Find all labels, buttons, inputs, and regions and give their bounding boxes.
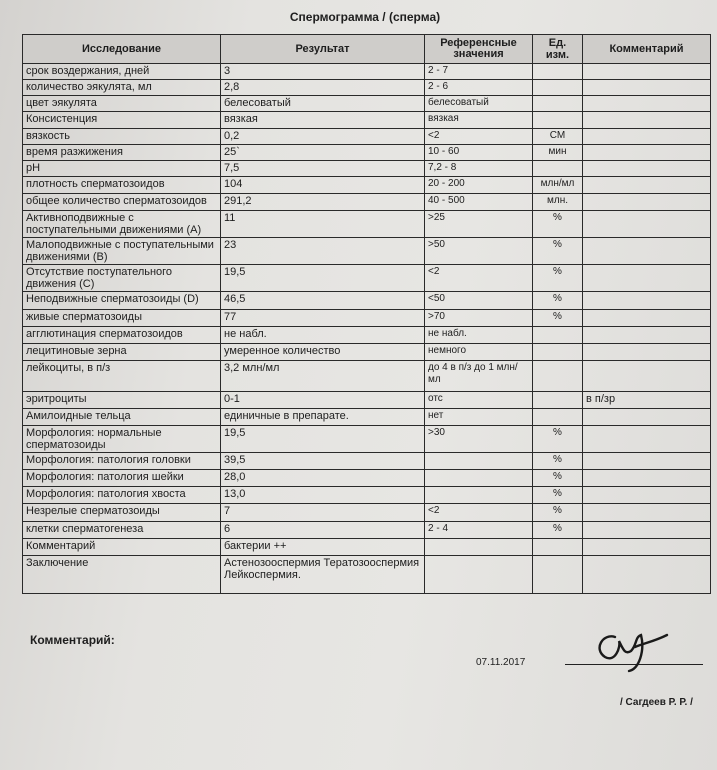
row-result: 2,8 [221,80,425,96]
row-parameter: эритроциты [23,392,221,409]
row-unit: % [533,310,583,327]
row-reference: 2 - 4 [425,522,533,539]
row-reference: <50 [425,292,533,310]
row-unit: млн. [533,194,583,211]
row-comment [583,211,711,238]
row-parameter: общее количество сперматозоидов [23,194,221,211]
row-comment [583,361,711,392]
row-reference [425,539,533,556]
row-result: 46,5 [221,292,425,310]
table-header-row [23,35,711,64]
row-comment [583,64,711,80]
row-comment [583,409,711,426]
row-parameter: клетки сперматогенеза [23,522,221,539]
row-unit: % [533,426,583,453]
table-row [23,392,711,409]
row-comment: в п/зр [583,392,711,409]
table-row [23,504,711,522]
row-unit [533,409,583,426]
row-reference: 20 - 200 [425,177,533,194]
row-reference [425,487,533,504]
signature-mark [585,625,675,675]
row-result: 6 [221,522,425,539]
row-comment [583,522,711,539]
row-unit [533,344,583,361]
row-comment [583,292,711,310]
table-row [23,161,711,177]
row-result: 291,2 [221,194,425,211]
row-result: 77 [221,310,425,327]
row-result: 3,2 млн/мл [221,361,425,392]
row-unit [533,327,583,344]
table-row [23,327,711,344]
header-unit: Ед. изм. [533,35,583,64]
row-unit [533,361,583,392]
row-comment [583,426,711,453]
row-reference: не набл. [425,327,533,344]
row-reference: <2 [425,265,533,292]
row-unit: % [533,504,583,522]
table-row [23,470,711,487]
table-row [23,539,711,556]
row-parameter: Морфология: патология шейки [23,470,221,487]
row-unit: % [533,453,583,470]
table-row [23,487,711,504]
row-comment [583,327,711,344]
row-reference: отс [425,392,533,409]
row-unit [533,80,583,96]
row-unit: млн/мл [533,177,583,194]
table-row [23,426,711,453]
row-result: 19,5 [221,426,425,453]
row-parameter: Заключение [23,556,221,594]
row-unit: % [533,487,583,504]
row-parameter: лейкоциты, в п/з [23,361,221,392]
footer-comment-label: Комментарий: [30,633,115,647]
row-comment [583,487,711,504]
row-result: 13,0 [221,487,425,504]
row-parameter: цвет эякулята [23,96,221,112]
row-result: 7,5 [221,161,425,177]
row-unit [533,556,583,594]
table-row [23,211,711,238]
row-unit [533,539,583,556]
row-reference: немного [425,344,533,361]
row-comment [583,194,711,211]
results-table [22,34,711,594]
table-row [23,344,711,361]
row-parameter: Неподвижные сперматозоиды (D) [23,292,221,310]
row-parameter: вязкость [23,129,221,145]
row-comment [583,238,711,265]
row-reference: 7,2 - 8 [425,161,533,177]
row-parameter: агглютинация сперматозоидов [23,327,221,344]
row-comment [583,344,711,361]
row-comment [583,96,711,112]
row-comment [583,129,711,145]
row-comment [583,539,711,556]
table-row [23,129,711,145]
row-unit [533,161,583,177]
row-parameter: Морфология: патология хвоста [23,487,221,504]
row-parameter: живые сперматозоиды [23,310,221,327]
row-result: единичные в препарате. [221,409,425,426]
row-parameter: Консистенция [23,112,221,129]
row-result: Астенозооспермия Тератозооспермия Лейкоспермия. [221,556,425,594]
table-row [23,145,711,161]
row-unit [533,392,583,409]
row-result: 0-1 [221,392,425,409]
row-parameter: pH [23,161,221,177]
row-reference: белесоватый [425,96,533,112]
row-unit: СМ [533,129,583,145]
row-comment [583,556,711,594]
row-comment [583,80,711,96]
row-reference [425,470,533,487]
table-row [23,409,711,426]
row-reference: >30 [425,426,533,453]
row-result: 104 [221,177,425,194]
row-result: не набл. [221,327,425,344]
row-reference: <2 [425,504,533,522]
row-result: 25` [221,145,425,161]
row-comment [583,177,711,194]
table-row [23,556,711,594]
table-row [23,361,711,392]
table-row [23,292,711,310]
table-row [23,112,711,129]
row-unit: мин [533,145,583,161]
table-body [23,64,711,594]
row-comment [583,453,711,470]
row-unit: % [533,470,583,487]
row-parameter: время разжижения [23,145,221,161]
table-row [23,96,711,112]
row-result: белесоватый [221,96,425,112]
row-reference: вязкая [425,112,533,129]
row-unit: % [533,292,583,310]
table-row [23,453,711,470]
table-row [23,80,711,96]
row-parameter: количество эякулята, мл [23,80,221,96]
row-comment [583,504,711,522]
row-comment [583,310,711,327]
row-reference: 10 - 60 [425,145,533,161]
row-reference [425,453,533,470]
row-result: 11 [221,211,425,238]
document-title: Спермограмма / (сперма) [289,10,441,24]
row-unit: % [533,238,583,265]
row-result: 28,0 [221,470,425,487]
table-row [23,177,711,194]
row-reference: >70 [425,310,533,327]
row-reference: до 4 в п/з до 1 млн/мл [425,361,533,392]
row-result: 0,2 [221,129,425,145]
row-reference: >25 [425,211,533,238]
row-comment [583,470,711,487]
table-row [23,310,711,327]
row-comment [583,145,711,161]
row-parameter: плотность сперматозоидов [23,177,221,194]
row-parameter: Комментарий [23,539,221,556]
signer-name: / Сагдеев Р. Р. / [620,697,693,708]
row-result: 7 [221,504,425,522]
row-result: 23 [221,238,425,265]
row-reference: нет [425,409,533,426]
row-result: 19,5 [221,265,425,292]
row-parameter: Морфология: нормальные сперматозоиды [23,426,221,453]
row-unit [533,112,583,129]
header-param: Исследование [23,35,221,64]
header-comment: Комментарий [583,35,711,64]
row-parameter: Морфология: патология головки [23,453,221,470]
row-comment [583,112,711,129]
row-unit: % [533,522,583,539]
row-parameter: срок воздержания, дней [23,64,221,80]
row-parameter: лецитиновые зерна [23,344,221,361]
row-unit: % [533,265,583,292]
row-reference: 40 - 500 [425,194,533,211]
row-reference: <2 [425,129,533,145]
table-row [23,265,711,292]
row-comment [583,265,711,292]
row-unit: % [533,211,583,238]
row-parameter: Отсутствие поступательного движения (С) [23,265,221,292]
row-reference: 2 - 7 [425,64,533,80]
table-row [23,194,711,211]
row-result: умеренное количество [221,344,425,361]
table-row [23,64,711,80]
row-comment [583,161,711,177]
row-result: бактерии ++ [221,539,425,556]
table-row [23,238,711,265]
row-result: 3 [221,64,425,80]
row-result: вязкая [221,112,425,129]
row-result: 39,5 [221,453,425,470]
footer-date: 07.11.2017 [476,657,526,668]
row-parameter: Амилоидные тельца [23,409,221,426]
row-unit [533,64,583,80]
table-row [23,522,711,539]
row-parameter: Незрелые сперматозоиды [23,504,221,522]
header-result: Результат [221,35,425,64]
row-parameter: Малоподвижные с поступательными движениями (B) [23,238,221,265]
row-reference: >50 [425,238,533,265]
header-ref: Референсные значения [425,35,533,64]
row-reference [425,556,533,594]
row-reference: 2 - 6 [425,80,533,96]
row-unit [533,96,583,112]
row-parameter: Активноподвижные с поступательными движениями (A) [23,211,221,238]
